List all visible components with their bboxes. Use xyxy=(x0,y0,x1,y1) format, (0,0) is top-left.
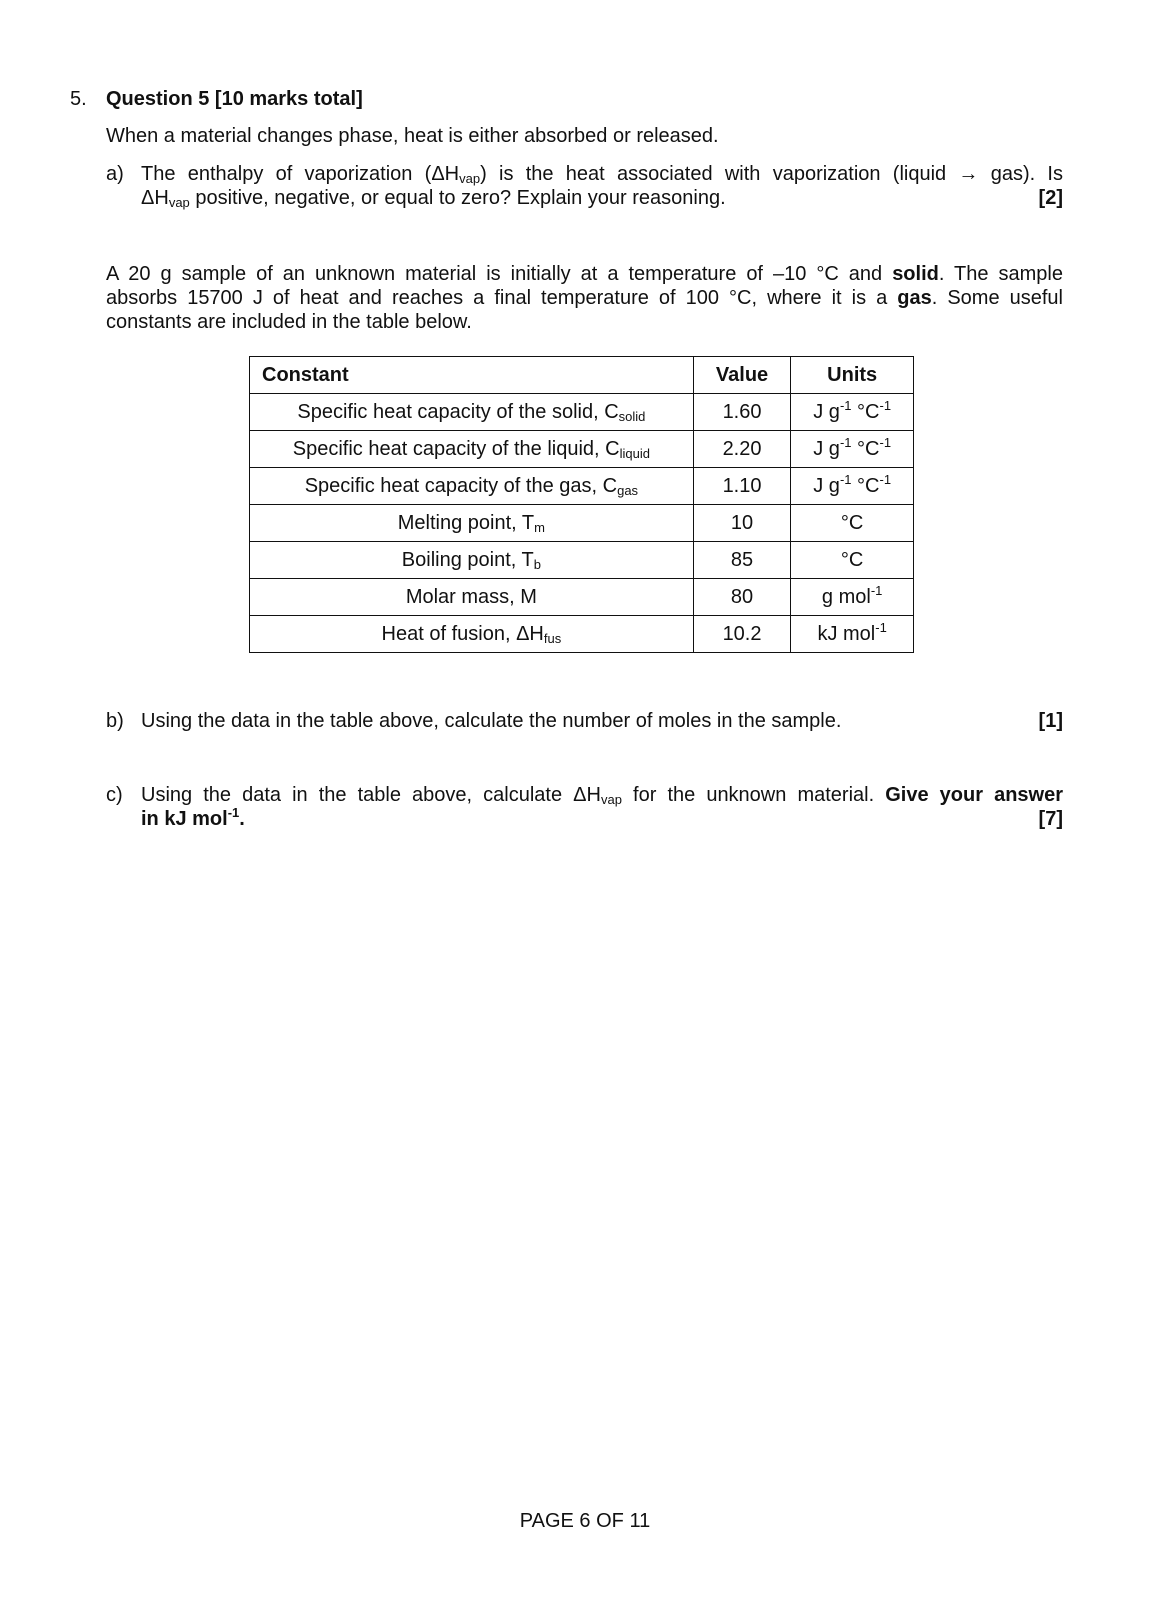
constant-name: Specific heat capacity of the solid, $C_{solid}$ xyxy=(250,394,694,431)
constant-value: 1.60 xyxy=(693,394,791,431)
part-c-marks: [7] xyxy=(1038,808,1063,830)
constant-name: Heat of fusion, $\Delta H_{fus}$ xyxy=(250,616,694,653)
header-constant: Constant xyxy=(250,357,694,394)
constant-name: Specific heat capacity of the liquid, $C_{liquid}$ xyxy=(250,431,694,468)
constant-name: Specific heat capacity of the gas, $C_{gas}$ xyxy=(250,468,694,505)
table-header-row xyxy=(250,357,914,394)
table-row xyxy=(250,431,914,468)
constant-name: Melting point, $T_m$ xyxy=(250,505,694,542)
table-row xyxy=(250,468,914,505)
constant-unit: g mol$^{-1}$ xyxy=(791,579,914,616)
question-number: 5. xyxy=(70,88,87,110)
constant-value: 85 xyxy=(693,542,791,579)
constant-value: 10 xyxy=(693,505,791,542)
page-number: PAGE 6 OF 11 xyxy=(519,1510,651,1532)
header-value: Value xyxy=(693,357,791,394)
table-row xyxy=(250,505,914,542)
part-b-label: b) xyxy=(106,710,124,732)
part-c-label: c) xyxy=(106,784,123,806)
constant-unit: J $g^{-1}$ $^\circ C^{-1}$ xyxy=(791,468,914,505)
part-b-text: Using the data in the table above, calculate the number of moles in the sample. xyxy=(141,710,842,732)
table-row xyxy=(250,542,914,579)
constant-unit: J $g^{-1}$ $^\circ C^{-1}$ xyxy=(791,431,914,468)
sample-description: A 20 g sample of an unknown material is initially at a temperature of –10 °C and solid. The sample absorbs 15700 J of heat and reaches a final temperature of 100 °C, where it is a gas. Some useful constants are included in the table below. xyxy=(106,263,1063,333)
part-a-label: a) xyxy=(106,163,124,185)
table-row xyxy=(250,394,914,431)
constant-unit: °C xyxy=(791,505,914,542)
constant-value: 10.2 xyxy=(693,616,791,653)
part-b-marks: [1] xyxy=(1038,710,1063,732)
constant-name: Molar mass, M xyxy=(250,579,694,616)
table-row xyxy=(250,579,914,616)
part-a-marks: [2] xyxy=(1038,187,1063,209)
question-title: Question 5 [10 marks total] xyxy=(106,88,363,110)
constant-value: 1.10 xyxy=(693,468,791,505)
constant-unit: °C xyxy=(791,542,914,579)
constants-table xyxy=(249,356,914,653)
constant-unit: kJ mol$^{-1}$ xyxy=(791,616,914,653)
question-intro: When a material changes phase, heat is either absorbed or released. xyxy=(106,125,719,147)
constant-name: Boiling point, $T_b$ xyxy=(250,542,694,579)
constant-value: 2.20 xyxy=(693,431,791,468)
header-units: Units xyxy=(791,357,914,394)
part-c-text: Using the data in the table above, calculate $\Delta H_{vap}$ for the unknown material. Give your answer in kJ mol$^{-1}$. xyxy=(141,784,1063,830)
table-row xyxy=(250,616,914,653)
part-a-text: The enthalpy of vaporization $(\Delta H_{vap})$ is the heat associated with vaporization (liquid → gas). Is $\Delta H_{vap}$ positive, negative, or equal to zero? Explain your reasoning. xyxy=(141,163,1063,210)
constant-value: 80 xyxy=(693,579,791,616)
constant-unit: J $g^{-1}$ $^\circ C^{-1}$ xyxy=(791,394,914,431)
